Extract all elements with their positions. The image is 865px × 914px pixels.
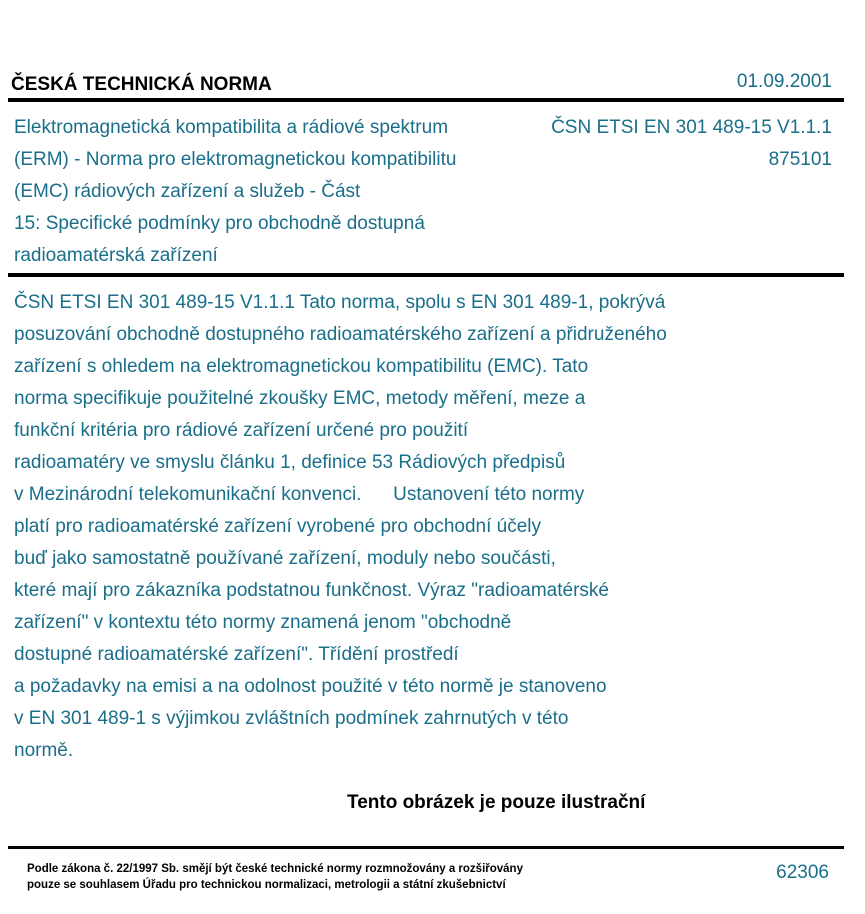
standard-title-line: 15: Specifické podmínky pro obchodně dostupná <box>14 213 425 234</box>
abstract-line: radioamatéry ve smyslu článku 1, definice 53 Rádiových předpisů <box>14 452 566 473</box>
standard-title-line: (ERM) - Norma pro elektromagnetickou kompatibilitu <box>14 149 457 170</box>
footer-divider <box>8 846 844 849</box>
classification-number: 875101 <box>768 149 832 170</box>
abstract-line: v Mezinárodní telekomunikační konvenci. Ustanovení této normy <box>14 484 585 505</box>
abstract-line: v EN 301 489-1 s výjimkou zvláštních podmínek zahrnutých v této <box>14 708 569 729</box>
abstract-line: které mají pro zákazníka podstatnou funkčnost. Výraz "radioamatérské <box>14 580 609 601</box>
title-divider <box>8 273 844 277</box>
standard-title-line: Elektromagnetická kompatibilita a rádiové spektrum <box>14 117 449 138</box>
abstract-line: buď jako samostatně používané zařízení, moduly nebo součásti, <box>14 548 556 569</box>
catalog-number: 62306 <box>776 862 829 883</box>
abstract-line: funkční kritéria pro rádiové zařízení určené pro použití <box>14 420 469 441</box>
abstract-line: zařízení" v kontextu této normy znamená jenom "obchodně <box>14 612 512 633</box>
abstract-line: posuzování obchodně dostupného radioamatérského zařízení a přidruženého <box>14 324 667 345</box>
abstract-line: zařízení s ohledem na elektromagnetickou kompatibilitu (EMC). Tato <box>14 356 589 377</box>
abstract-line: dostupné radioamatérské zařízení". Třídění prostředí <box>14 644 459 665</box>
document-type-title: ČESKÁ TECHNICKÁ NORMA <box>11 74 272 95</box>
illustration-disclaimer: Tento obrázek je pouze ilustrační <box>347 792 646 813</box>
abstract-line: norma specifikuje použitelné zkoušky EMC, metody měření, meze a <box>14 388 586 409</box>
header-divider <box>8 98 844 102</box>
abstract-line: ČSN ETSI EN 301 489-15 V1.1.1 Tato norma, spolu s EN 301 489-1, pokrývá <box>14 292 666 313</box>
publication-date: 01.09.2001 <box>736 71 832 92</box>
footer-legal-line: Podle zákona č. 22/1997 Sb. smějí být české technické normy rozmnožovány a rozšiřovány <box>27 863 523 875</box>
abstract-line: platí pro radioamatérské zařízení vyrobené pro obchodní účely <box>14 516 542 537</box>
abstract-line: normě. <box>14 740 74 761</box>
standard-title-line: (EMC) rádiových zařízení a služeb - Část <box>14 181 361 202</box>
standard-code: ČSN ETSI EN 301 489-15 V1.1.1 <box>551 117 832 138</box>
footer-legal-line: pouze se souhlasem Úřadu pro technickou normalizaci, metrologii a státní zkušebnictví <box>27 879 506 891</box>
abstract-line: a požadavky na emisi a na odolnost použité v této normě je stanoveno <box>14 676 607 697</box>
standard-title-line: radioamatérská zařízení <box>14 245 218 266</box>
